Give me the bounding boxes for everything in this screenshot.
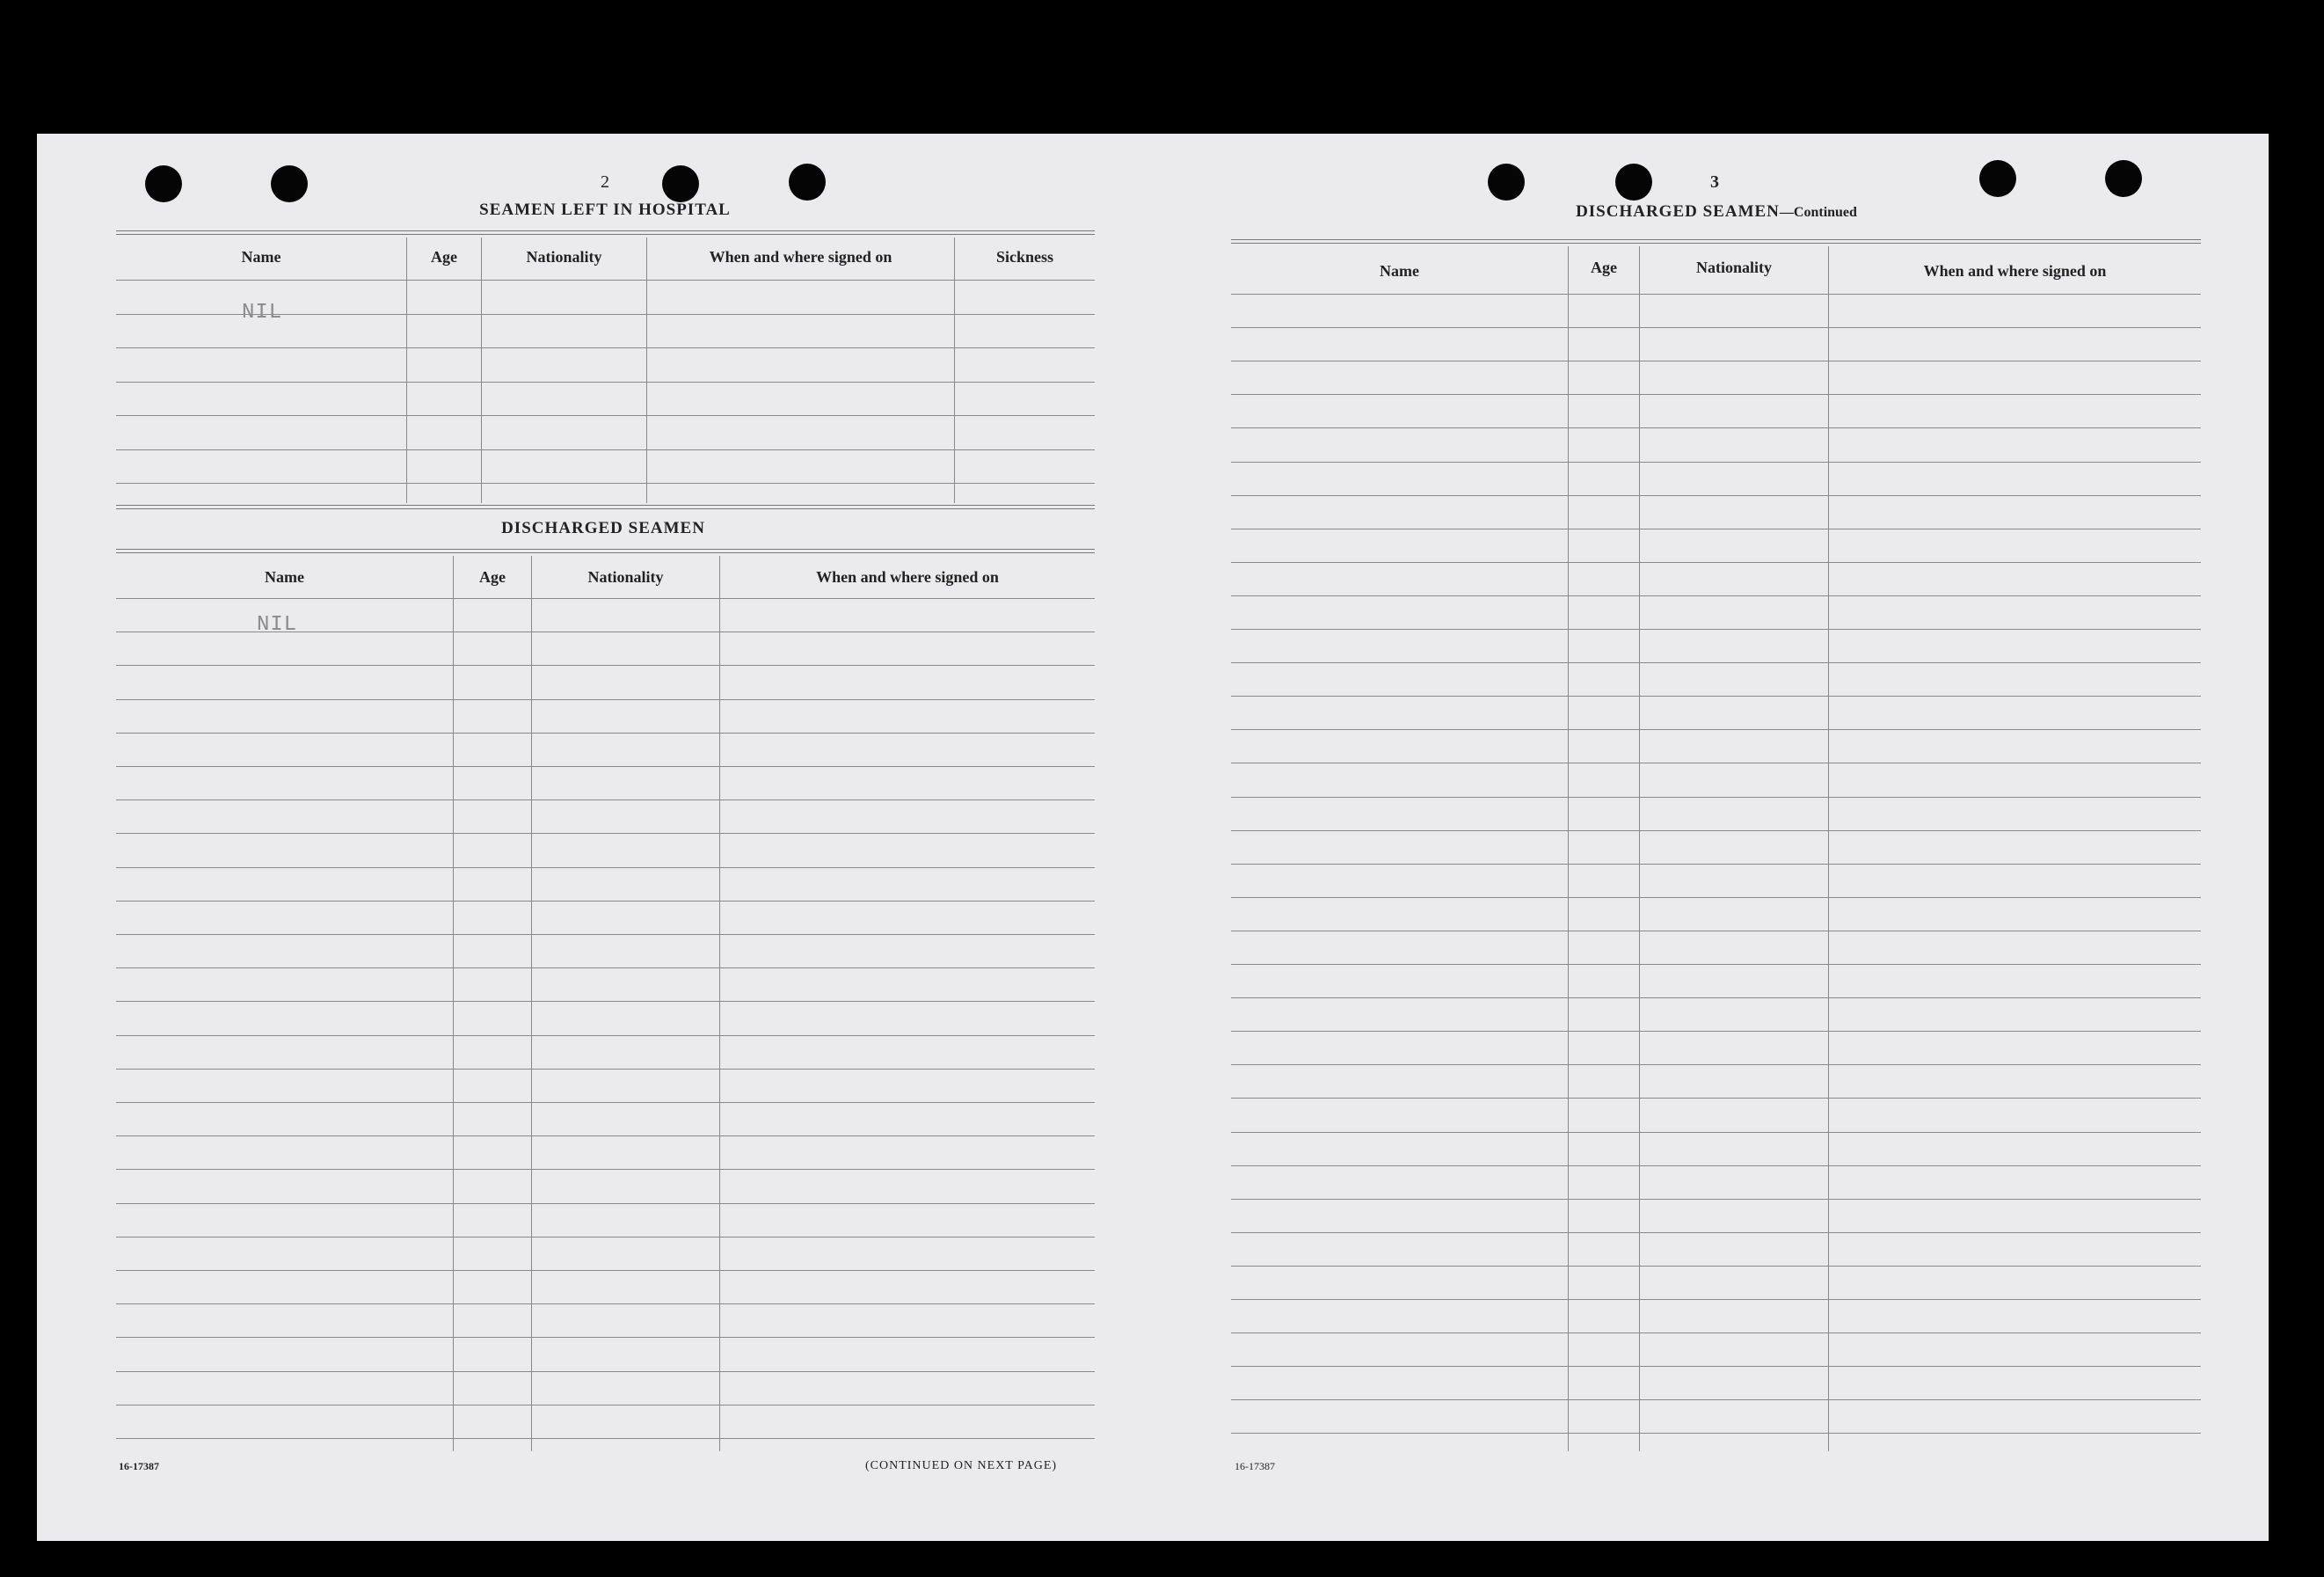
right-col-name: Name (1380, 262, 1419, 280)
hospital-col-nationality: Nationality (526, 248, 602, 266)
hospital-col-sickness: Sickness (995, 248, 1054, 266)
column-divider (453, 556, 454, 1451)
right-col-signed-on: When and where signed on (1923, 262, 2107, 280)
ruled-line (1231, 495, 2201, 496)
ruled-line (1231, 1165, 2201, 1166)
ruled-line (1231, 1366, 2201, 1367)
ruled-line (1231, 897, 2201, 898)
ruled-line (1231, 1299, 2201, 1300)
column-divider (1639, 246, 1640, 1451)
ruled-line (1231, 964, 2201, 965)
binder-hole (1979, 160, 2016, 197)
binder-hole (271, 165, 308, 202)
ruled-line (116, 1303, 1095, 1304)
ruled-line (1231, 1064, 2201, 1065)
ruled-line (1231, 696, 2201, 697)
column-divider (406, 237, 407, 503)
discharged-col-name: Name (265, 568, 304, 586)
continued-note: (CONTINUED ON NEXT PAGE) (865, 1459, 1058, 1472)
left-page-number: 2 (601, 172, 609, 192)
column-divider (481, 237, 482, 503)
ruled-line (116, 1135, 1095, 1136)
ruled-line (1231, 1199, 2201, 1200)
ruled-line (1231, 864, 2201, 865)
binder-hole (145, 165, 182, 202)
ruled-line (1231, 1232, 2201, 1233)
ruled-line (116, 766, 1095, 767)
ruled-line (1231, 1098, 2201, 1099)
ruled-line (1231, 729, 2201, 730)
ruled-line (1231, 327, 2201, 328)
ruled-line (1231, 1332, 2201, 1333)
ruled-line (116, 1438, 1095, 1439)
ruled-line (116, 483, 1095, 484)
discharged-section-title: DISCHARGED SEAMEN (501, 519, 705, 537)
right-title-suffix: —Continued (1779, 205, 1857, 220)
ruled-line (116, 1069, 1095, 1070)
ruled-line (116, 382, 1095, 383)
ruled-line (116, 280, 1095, 281)
ruled-line (116, 799, 1095, 800)
hospital-col-name: Name (241, 248, 281, 266)
ruled-line (116, 1203, 1095, 1204)
ruled-line (1231, 629, 2201, 630)
right-col-age: Age (1591, 259, 1617, 276)
hospital-table-bottom-rule (116, 505, 1095, 509)
ruled-line (1231, 1399, 2201, 1400)
hospital-col-signed-on: When and where signed on (709, 248, 892, 266)
column-divider (719, 556, 720, 1451)
ruled-line (116, 699, 1095, 700)
ruled-line (116, 347, 1095, 348)
ruled-line (116, 1270, 1095, 1271)
ruled-line (116, 934, 1095, 935)
ledger-paper (37, 134, 2269, 1541)
right-page-number: 3 (1710, 172, 1719, 192)
ruled-line (116, 1001, 1095, 1002)
ruled-line (116, 833, 1095, 834)
column-divider (1828, 246, 1829, 1451)
ruled-line (116, 598, 1095, 599)
right-table-top-rule (1231, 239, 2201, 244)
ruled-line (1231, 997, 2201, 998)
ruled-line (116, 1035, 1095, 1036)
ruled-line (116, 1102, 1095, 1103)
binder-hole (2105, 160, 2142, 197)
right-title-main: DISCHARGED SEAMEN (1576, 202, 1780, 221)
ruled-line (1231, 1433, 2201, 1434)
ruled-line (116, 867, 1095, 868)
ruled-line (116, 967, 1095, 968)
binder-hole (662, 165, 699, 202)
column-divider (646, 237, 647, 503)
ruled-line (116, 901, 1095, 902)
binder-hole (1488, 164, 1525, 201)
ruled-line (1231, 1266, 2201, 1267)
discharged-table-top-rule (116, 549, 1095, 553)
ruled-line (1231, 797, 2201, 798)
discharged-col-signed-on: When and where signed on (816, 568, 999, 586)
hospital-nil-entry: NIL (242, 301, 283, 325)
discharged-col-age: Age (479, 568, 506, 586)
ruled-line (1231, 830, 2201, 831)
ruled-line (1231, 1132, 2201, 1133)
ruled-line (116, 415, 1095, 416)
left-form-number: 16-17387 (119, 1460, 159, 1472)
ruled-line (116, 449, 1095, 450)
ruled-line (1231, 595, 2201, 596)
right-col-nationality: Nationality (1695, 259, 1772, 276)
ruled-line (116, 733, 1095, 734)
ruled-line (116, 1337, 1095, 1338)
hospital-col-age: Age (431, 248, 457, 266)
right-form-number: 16-17387 (1235, 1460, 1275, 1472)
binder-hole (1615, 164, 1652, 201)
right-section-title (1541, 202, 1892, 222)
column-divider (531, 556, 532, 1451)
discharged-nil-entry: NIL (257, 613, 298, 637)
ruled-line (116, 665, 1095, 666)
ruled-line (1231, 462, 2201, 463)
discharged-col-nationality: Nationality (587, 568, 664, 586)
hospital-table-top-rule (116, 230, 1095, 235)
ruled-line (116, 1371, 1095, 1372)
ruled-line (1231, 662, 2201, 663)
binder-hole (789, 164, 826, 201)
ruled-line (116, 1237, 1095, 1238)
ruled-line (116, 1169, 1095, 1170)
ruled-line (1231, 294, 2201, 295)
hospital-section-title: SEAMEN LEFT IN HOSPITAL (479, 201, 731, 219)
column-divider (1568, 246, 1569, 1451)
ruled-line (1231, 1031, 2201, 1032)
column-divider (954, 237, 955, 503)
ruled-line (1231, 562, 2201, 563)
ruled-line (1231, 394, 2201, 395)
ruled-line (1231, 427, 2201, 428)
